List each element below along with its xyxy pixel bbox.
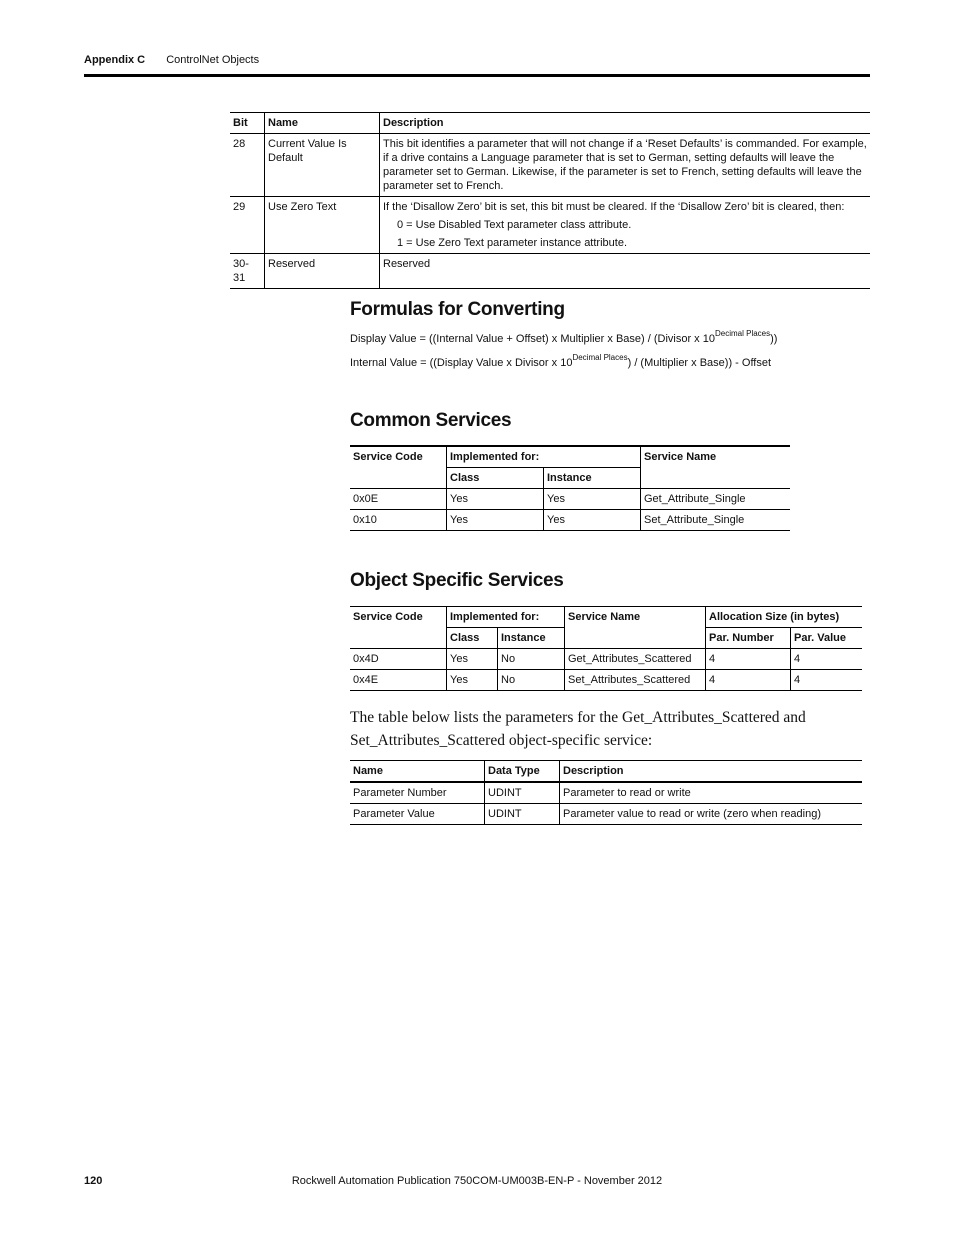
formula-text: ) / (Multiplier x Base)) - Offset bbox=[627, 357, 772, 369]
name-cell: Current Value Is Default bbox=[265, 134, 380, 197]
publication-footer: Rockwell Automation Publication 750COM-UM003B-EN-P - November 2012 bbox=[291, 1175, 663, 1187]
section-label: ControlNet Objects bbox=[166, 54, 260, 66]
par-value-cell: 4 bbox=[791, 649, 863, 670]
par-value-cell: 4 bbox=[791, 670, 863, 691]
body-paragraph: The table below lists the parameters for the Get_Attributes_Scattered and Set_Attributes_Scattered object-specific service: bbox=[350, 709, 806, 749]
service-name-cell: Get_Attributes_Scattered bbox=[565, 649, 706, 670]
col-header-service-code: Service Code bbox=[350, 446, 447, 489]
common-services-table bbox=[350, 445, 790, 531]
col-header-name: Name bbox=[265, 113, 380, 134]
col-header-class: Class bbox=[447, 468, 544, 489]
service-name-cell: Set_Attributes_Scattered bbox=[565, 670, 706, 691]
display-value-formula bbox=[350, 329, 777, 345]
col-header-allocation: Allocation Size (in bytes) bbox=[706, 607, 863, 628]
service-code-cell: 0x10 bbox=[350, 510, 447, 531]
table-row bbox=[350, 670, 862, 691]
description-option: 1 = Use Zero Text parameter instance attribute. bbox=[397, 237, 627, 249]
service-name-cell: Set_Attribute_Single bbox=[641, 510, 791, 531]
param-name-cell: Parameter Number bbox=[350, 782, 485, 804]
description-cell: Reserved bbox=[380, 254, 871, 289]
col-header-data-type: Data Type bbox=[485, 761, 560, 783]
col-header-service-name: Service Name bbox=[565, 607, 706, 649]
service-code-cell: 0x4E bbox=[350, 670, 447, 691]
common-services-heading: Common Services bbox=[350, 410, 512, 431]
col-header-instance: Instance bbox=[498, 628, 565, 649]
internal-value-formula bbox=[350, 353, 771, 369]
object-services-table bbox=[350, 606, 862, 691]
description-cell: This bit identifies a parameter that will not change if a ‘Reset Defaults’ is commanded. For example, if a drive contains a Language parameter that is set to German, setting defaults will leave the parameter set to German. Likewise, if the parameter is set to French, setting defaults will leave the parameter set to French. bbox=[380, 134, 871, 197]
bit-cell: 29 bbox=[230, 197, 265, 254]
col-header-service-code: Service Code bbox=[350, 607, 447, 649]
formula-text: Internal Value = ((Display Value x Divisor x 10 bbox=[350, 357, 573, 369]
description-text: If the ‘Disallow Zero’ bit is set, this bit must be cleared. If the ‘Disallow Zero’ bit is cleared, then: bbox=[383, 201, 845, 213]
running-header bbox=[84, 54, 259, 66]
table-row bbox=[350, 782, 862, 804]
appendix-label: Appendix C bbox=[84, 54, 146, 66]
data-type-cell: UDINT bbox=[485, 782, 560, 804]
bit-cell: 30-31 bbox=[230, 254, 265, 289]
class-cell: Yes bbox=[447, 510, 544, 531]
header-rule bbox=[84, 74, 870, 77]
parameters-table bbox=[350, 760, 862, 825]
formula-text: Display Value = ((Internal Value + Offset) x Multiplier x Base) / (Divisor x 10 bbox=[350, 333, 715, 345]
description-cell: Parameter value to read or write (zero when reading) bbox=[560, 804, 863, 825]
bit-cell: 28 bbox=[230, 134, 265, 197]
table-row bbox=[350, 510, 790, 531]
name-cell: Use Zero Text bbox=[265, 197, 380, 254]
class-cell: Yes bbox=[447, 670, 498, 691]
bit-table bbox=[230, 112, 870, 289]
table-row bbox=[350, 489, 790, 510]
col-header-description: Description bbox=[560, 761, 863, 783]
par-number-cell: 4 bbox=[706, 670, 791, 691]
table-row bbox=[350, 804, 862, 825]
class-cell: Yes bbox=[447, 649, 498, 670]
object-services-heading: Object Specific Services bbox=[350, 570, 564, 591]
data-type-cell: UDINT bbox=[485, 804, 560, 825]
description-option: 0 = Use Disabled Text parameter class attribute. bbox=[397, 219, 632, 231]
instance-cell: No bbox=[498, 670, 565, 691]
col-header-description: Description bbox=[380, 113, 871, 134]
formulas-heading: Formulas for Converting bbox=[350, 299, 565, 320]
col-header-implemented: Implemented for: bbox=[447, 446, 641, 468]
col-header-class: Class bbox=[447, 628, 498, 649]
param-name-cell: Parameter Value bbox=[350, 804, 485, 825]
par-number-cell: 4 bbox=[706, 649, 791, 670]
col-header-bit: Bit bbox=[230, 113, 265, 134]
formula-exponent: Decimal Places bbox=[572, 353, 628, 362]
col-header-instance: Instance bbox=[544, 468, 641, 489]
service-code-cell: 0x4D bbox=[350, 649, 447, 670]
col-header-par-number: Par. Number bbox=[706, 628, 791, 649]
table-row bbox=[230, 134, 870, 197]
description-cell bbox=[380, 197, 871, 254]
description-cell: Parameter to read or write bbox=[560, 782, 863, 804]
instance-cell: No bbox=[498, 649, 565, 670]
page-number: 120 bbox=[84, 1175, 103, 1187]
service-name-cell: Get_Attribute_Single bbox=[641, 489, 791, 510]
col-header-implemented: Implemented for: bbox=[447, 607, 565, 628]
instance-cell: Yes bbox=[544, 510, 641, 531]
table-row bbox=[350, 649, 862, 670]
formula-text: )) bbox=[770, 333, 778, 345]
instance-cell: Yes bbox=[544, 489, 641, 510]
col-header-par-value: Par. Value bbox=[791, 628, 863, 649]
formula-exponent: Decimal Places bbox=[714, 329, 771, 338]
col-header-service-name: Service Name bbox=[641, 446, 791, 489]
class-cell: Yes bbox=[447, 489, 544, 510]
service-code-cell: 0x0E bbox=[350, 489, 447, 510]
name-cell: Reserved bbox=[265, 254, 380, 289]
col-header-name: Name bbox=[350, 761, 485, 783]
table-row bbox=[230, 197, 870, 254]
table-row bbox=[230, 254, 870, 289]
